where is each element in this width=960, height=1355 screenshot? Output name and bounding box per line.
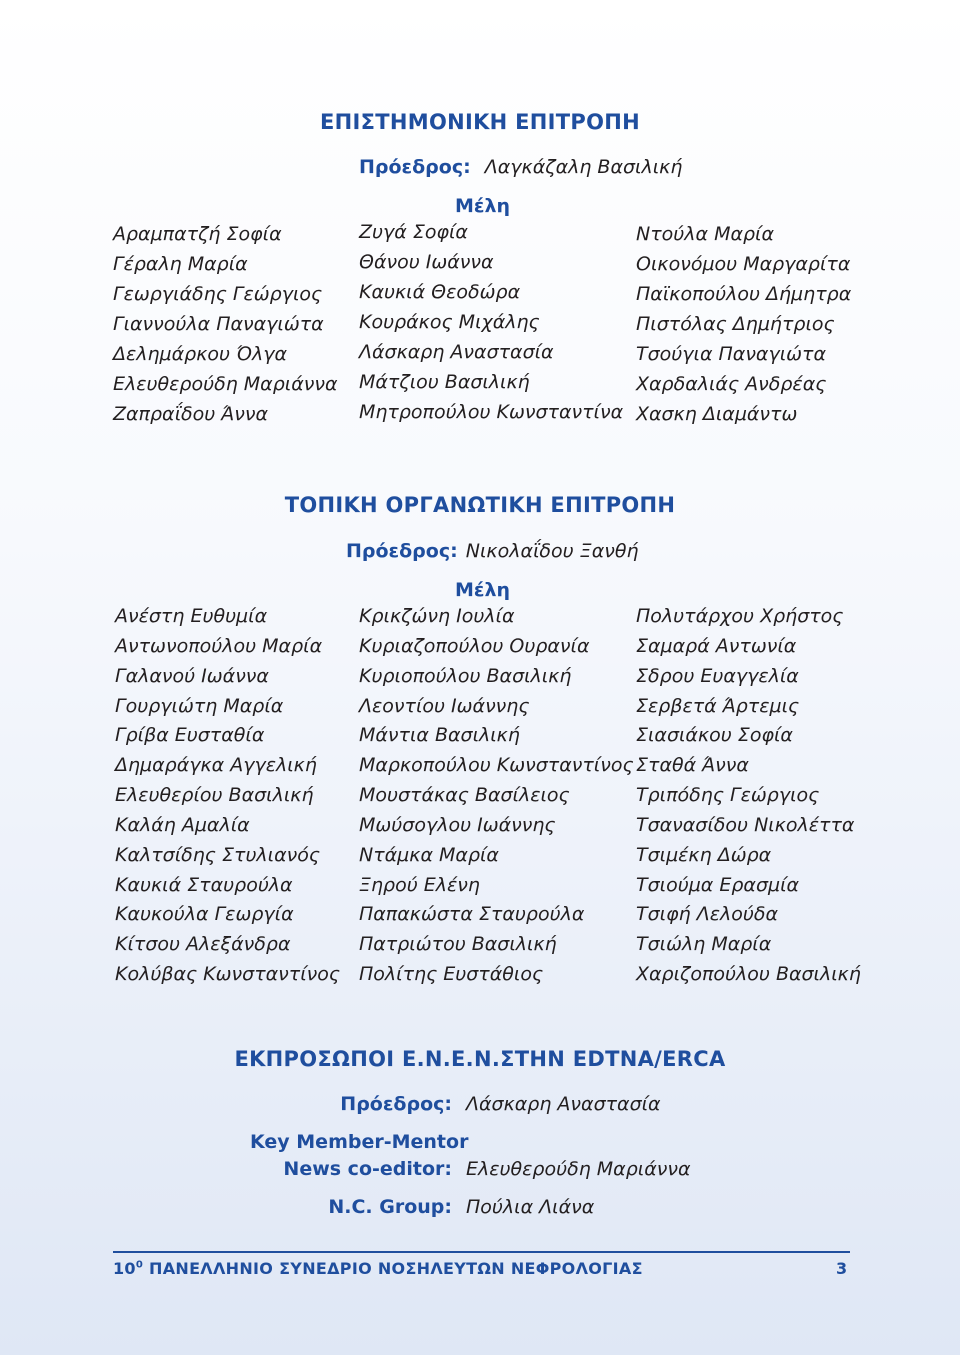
scientific-committee-title: ΕΠΙΣΤΗΜΟΝΙΚΗ ΕΠΙΤΡΟΠΗ	[319, 110, 641, 134]
member-name: Πιστόλας Δημήτριος	[636, 313, 835, 335]
president-name: Νικολαΐδου Ξανθή	[465, 540, 639, 562]
member-name: Λάσκαρη Αναστασία	[359, 341, 554, 363]
president-label: Πρόεδρος:	[359, 156, 471, 178]
member-name: Γεωργιάδης Γεώργιος	[113, 283, 323, 305]
president-name: Λαγκάζαλη Βασιλική	[484, 156, 683, 178]
member-name: Μαρκοπούλου Κωνσταντίνος	[359, 754, 634, 777]
member-name: Ανέστη Ευθυμία	[115, 605, 268, 627]
member-name: Τσούγια Παναγιώτα	[636, 343, 826, 365]
member-name: Μουστάκας Βασίλειος	[359, 784, 570, 807]
member-name: Παϊκοπούλου Δήμητρα	[636, 283, 852, 305]
news-coeditor-name: Ελευθερούδη Μαριάννα	[466, 1158, 691, 1180]
member-name: Οικονόμου Μαργαρίτα	[636, 253, 851, 275]
member-name: Κίτσου Αλεξάνδρα	[115, 933, 291, 956]
member-name: Αραμπατζή Σοφία	[113, 223, 282, 245]
member-name: Μητροπούλου Κωνσταντίνα	[359, 401, 624, 423]
conference-title: ΠΑΝΕΛΛΗΝΙΟ ΣΥΝΕΔΡΙΟ ΝΟΣΗΛΕΥΤΩΝ ΝΕΦΡΟΛΟΓΙΑΣ	[149, 1259, 643, 1278]
scientific-members-col-2	[359, 217, 623, 427]
member-name: Παπακώστα Σταυρούλα	[359, 903, 585, 926]
member-name: Γαλανού Ιωάννα	[115, 664, 269, 687]
member-name: Πολίτης Ευστάθιος	[359, 963, 544, 986]
scientific-members-col-3	[636, 219, 851, 429]
member-name: Καυκιά Θεοδώρα	[359, 281, 521, 303]
member-name: Θάνου Ιωάννα	[359, 251, 494, 273]
member-name: Ελευθερίου Βασιλική	[115, 784, 314, 807]
member-name: Ξηρού Ελένη	[359, 873, 480, 896]
member-name: Ζαπραΐδου Άννα	[113, 403, 269, 425]
member-name: Χασκη Διαμάντω	[636, 403, 798, 425]
local-president	[346, 540, 639, 562]
member-name: Χαρδαλιάς Ανδρέας	[636, 373, 827, 395]
member-name: Γιαννούλα Παναγιώτα	[113, 313, 324, 335]
member-name: Δημαράγκα Αγγελική	[115, 754, 317, 777]
member-name: Μάντια Βασιλική	[359, 724, 520, 747]
member-name: Σταθά Άννα	[636, 754, 749, 777]
member-name: Δελημάρκου Όλγα	[113, 343, 288, 365]
scientific-members-col-1	[113, 219, 337, 429]
member-name: Σιασιάκου Σοφία	[636, 724, 793, 747]
news-coeditor-label: News co-editor:	[283, 1158, 452, 1180]
member-name: Ελευθερούδη Μαριάννα	[113, 373, 338, 395]
footer-title	[113, 1259, 643, 1278]
member-name: Τσιούμα Ερασμία	[636, 873, 800, 896]
member-name: Κρικζώνη Ιουλία	[359, 605, 515, 627]
member-name: Ντάμκα Μαρία	[359, 843, 499, 866]
scientific-members-label: Μέλη	[455, 195, 511, 217]
rep-president-name: Λάσκαρη Αναστασία	[466, 1093, 661, 1115]
member-name: Καλάη Αμαλία	[115, 813, 250, 836]
member-name: Κυριοπούλου Βασιλική	[359, 664, 572, 687]
member-name: Κυριαζοπούλου Ουρανία	[359, 634, 590, 657]
nc-group-label: N.C. Group:	[328, 1196, 452, 1218]
local-members-col-1	[115, 602, 340, 990]
member-name: Πατριώτου Βασιλική	[359, 933, 557, 956]
key-member-label: Key Member-Mentor	[250, 1131, 469, 1153]
member-name: Σαμαρά Αντωνία	[636, 634, 797, 657]
member-name: Ζυγά Σοφία	[359, 221, 468, 243]
member-name: Κουράκος Μιχάλης	[359, 311, 540, 333]
member-name: Αντωνοπούλου Μαρία	[115, 634, 323, 657]
rep-president-label: Πρόεδρος:	[340, 1093, 452, 1115]
conference-number: 10	[113, 1259, 136, 1278]
member-name: Μάτζιου Βασιλική	[359, 371, 530, 393]
member-name: Κολύβας Κωνσταντίνος	[115, 963, 341, 986]
conference-number-superscript: 0	[135, 1259, 144, 1271]
member-name: Καλτσίδης Στυλιανός	[115, 843, 321, 866]
member-name: Τσιμέκη Δώρα	[636, 843, 772, 866]
member-name: Πολυτάρχου Χρήστος	[636, 605, 844, 627]
member-name: Τσανασίδου Νικολέττα	[636, 813, 855, 836]
member-name: Σδρου Ευαγγελία	[636, 664, 799, 687]
local-members-col-3	[636, 602, 861, 990]
member-name: Γέραλη Μαρία	[113, 253, 248, 275]
member-name: Καυκούλα Γεωργία	[115, 903, 294, 926]
page-number: 3	[836, 1259, 848, 1278]
member-name: Τριπόδης Γεώργιος	[636, 784, 820, 807]
scientific-president	[359, 156, 682, 178]
member-name: Τσιώλη Μαρία	[636, 933, 772, 956]
footer-divider	[113, 1251, 850, 1253]
member-name: Καυκιά Σταυρούλα	[115, 873, 293, 896]
local-members-col-2	[359, 602, 634, 990]
member-name: Σερβετά Άρτεμις	[636, 694, 800, 717]
member-name: Ντούλα Μαρία	[636, 223, 775, 245]
nc-group-name: Πούλια Λιάνα	[466, 1196, 595, 1218]
representatives-title: ΕΚΠΡΟΣΩΠΟΙ Ε.Ν.Ε.Ν.ΣΤΗΝ EDTNA/ERCA	[234, 1047, 726, 1071]
president-label: Πρόεδρος:	[346, 540, 458, 562]
member-name: Γουργιώτη Μαρία	[115, 694, 284, 717]
member-name: Τσιφή Λελούδα	[636, 903, 778, 926]
member-name: Χαριζοπούλου Βασιλική	[636, 963, 861, 986]
member-name: Γρίβα Ευσταθία	[115, 724, 265, 747]
local-committee-title: ΤΟΠΙΚΗ ΟΡΓΑΝΩΤΙΚΗ ΕΠΙΤΡΟΠΗ	[284, 493, 676, 517]
member-name: Λεοντίου Ιωάννης	[359, 694, 530, 717]
local-members-label: Μέλη	[455, 579, 511, 601]
member-name: Μωύσογλου Ιωάννης	[359, 813, 556, 836]
